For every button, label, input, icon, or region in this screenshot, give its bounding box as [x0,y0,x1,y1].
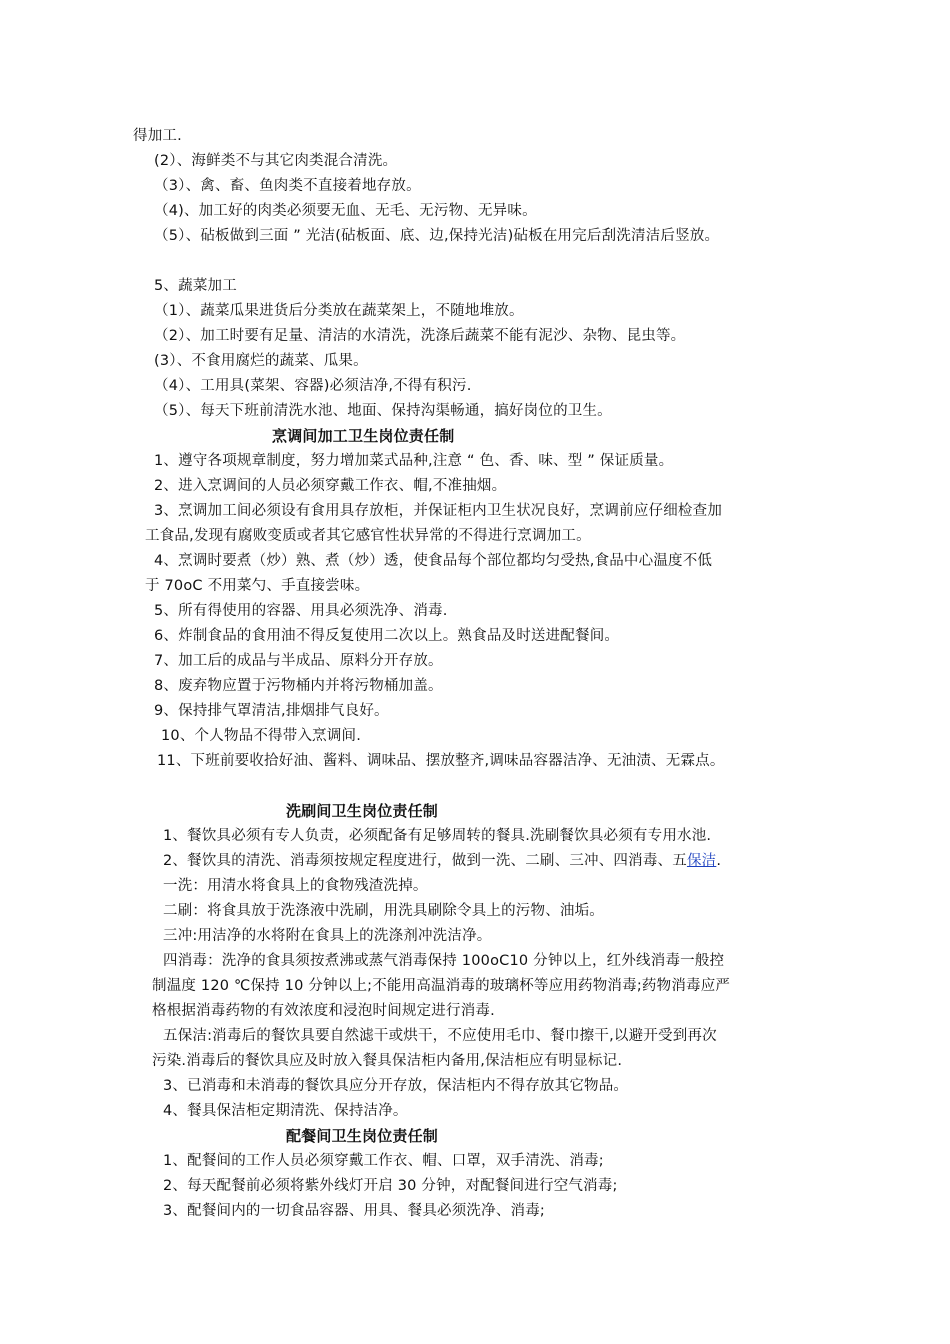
text-line: 3、配餐间内的一切食品容器、用具、餐具必须洗净、消毒; [163,1203,546,1219]
text-line: 1、配餐间的工作人员必须穿戴工作衣、帽、口罩，双手清洗、消毒; [163,1153,604,1169]
text-line: 11、下班前要收拾好油、酱料、调味品、摆放整齐,调味品容器洁净、无油渍、无霖点。 [157,753,725,769]
text-line: 1、遵守各项规章制度，努力增加菜式品种,注意 “ 色、香、味、型 ” 保证质量。 [154,453,674,469]
text-line: (3）、不食用腐烂的蔬菜、瓜果。 [154,353,368,369]
text-segment: . [716,853,722,869]
text-line: 污染.消毒后的餐饮具应及时放入餐具保洁柜内备用,保洁柜应有明显标记. [152,1053,623,1069]
section-title: 烹调间加工卫生岗位责任制 [272,427,455,445]
text-line: （4)、加工好的肉类必须要无血、无毛、无污物、无异味。 [154,203,537,219]
text-line: 8、废弃物应置于污物桶内并将污物桶加盖。 [154,678,443,694]
text-line: 5、所有得使用的容器、用具必须洗净、消毒. [154,603,448,619]
text-line: （3）、禽、畜、鱼肉类不直接着地存放。 [154,178,421,194]
text-line: 2、每天配餐前必须将紫外线灯开启 30 分钟，对配餐间进行空气消毒; [163,1178,618,1194]
text-line: 格根据消毒药物的有效浓度和浸泡时间规定进行消毒. [152,1003,495,1019]
text-line: 二刷：将食具放于洗涤液中洗刷，用洗具刷除令具上的污物、油垢。 [163,903,604,919]
text-line: （2）、加工时要有足量、清洁的水清洗，洗涤后蔬菜不能有泥沙、杂物、昆虫等。 [154,328,686,344]
text-line: （4）、工用具(菜架、容器)必须洁净,不得有积污. [154,378,472,394]
text-segment: 2、餐饮具的清洗、消毒须按规定程度进行，做到一洗、二刷、三冲、四消毒、五 [163,853,687,869]
text-line: 3、已消毒和未消毒的餐饮具应分开存放，保洁柜内不得存放其它物品。 [163,1078,629,1094]
text-line [163,851,721,871]
text-line: （1）、蔬菜瓜果进货后分类放在蔬菜架上，不随地堆放。 [154,303,524,319]
text-line: 6、炸制食品的食用油不得反复使用二次以上。熟食品及时送进配餐间。 [154,628,620,644]
text-line: 四消毒：洗净的食具须按煮沸或蒸气消毒保持 100oC10 分钟以上，红外线消毒一般控 [163,953,725,969]
text-line: （5）、每天下班前清洗水池、地面、保持沟渠畅通，搞好岗位的卫生。 [154,403,612,419]
text-line: 10、个人物品不得带入烹调间. [161,728,362,744]
baojie-link[interactable]: 保洁 [686,853,717,869]
text-line: （5）、砧板做到三面 ” 光洁(砧板面、底、边,保持光洁)砧板在用完后刮洗清洁后竖放。 [154,228,720,244]
text-line: 于 70oC 不用菜勺、手直接尝味。 [145,578,370,594]
text-line: 9、保持排气罩清洁,排烟排气良好。 [154,703,389,719]
text-line: 2、进入烹调间的人员必须穿戴工作衣、帽,不准抽烟。 [154,478,507,494]
text-line: 五保洁:消毒后的餐饮具要自然滤干或烘干，不应使用毛巾、餐巾擦干,以避开受到再次 [163,1028,717,1044]
text-line: 1、餐饮具必须有专人负责，必须配备有足够周转的餐具.洗刷餐饮具必须有专用水池. [163,828,712,844]
text-line: 得加工. [133,128,182,144]
text-line: 一洗：用清水将食具上的食物残渣洗掉。 [163,878,428,894]
text-line: 4、烹调时要煮（炒）熟、煮（炒）透，使食品每个部位都均匀受热,食品中心温度不低 [154,553,713,569]
text-line: 7、加工后的成品与半成品、原料分开存放。 [154,653,443,669]
section-heading: 5、蔬菜加工 [154,278,237,294]
text-line: 工食品,发现有腐败变质或者其它感官性状异常的不得进行烹调加工。 [145,528,591,544]
text-line: 制温度 120 ℃保持 10 分钟以上;不能用高温消毒的玻璃杯等应用药物消毒;药物消毒应严 [152,978,731,994]
section-title: 配餐间卫生岗位责任制 [286,1127,439,1145]
text-line: 4、餐具保洁柜定期清洗、保持洁净。 [163,1103,408,1119]
text-line: 3、烹调加工间必须设有食用具存放柜，并保证柜内卫生状况良好，烹调前应仔细检查加 [154,503,723,519]
section-title: 洗刷间卫生岗位责任制 [286,802,439,820]
text-line: (2）、海鲜类不与其它肉类混合清洗。 [154,153,398,169]
text-line: 三冲:用洁净的水将附在食具上的洗涤剂冲洗洁净。 [163,928,492,944]
